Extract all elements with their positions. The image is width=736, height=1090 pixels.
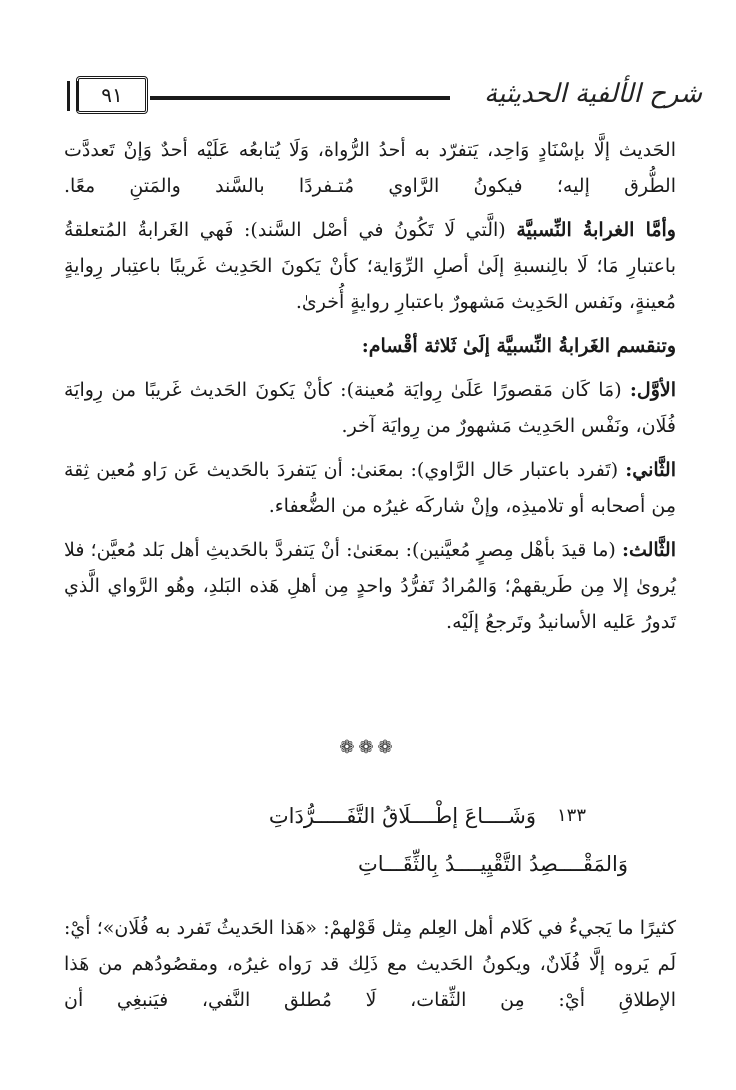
header-rule [150, 96, 450, 100]
paragraph-heading: وتنقسم الغَرابةُ النِّسبيَّة إلَىٰ ثَلاثة أقْسام: [361, 335, 676, 357]
paragraph-heading: الثَّاني: [625, 459, 676, 481]
commentary-text [64, 910, 676, 1026]
paragraph-heading: الثَّالث: [621, 539, 676, 561]
paragraph [64, 328, 676, 364]
paragraph-heading: وأمَّا الغرابةُ النِّسبيَّة [516, 219, 676, 241]
section-divider: ❁❁❁ [339, 737, 397, 758]
verse-number: ١٣٣ [556, 805, 586, 826]
paragraph: كثيرًا ما يَجيءُ في كَلام أهل العِلم مِثل قَوْلهمْ: «هَذا الحَديثُ تَفرد به فُلَان»؛ أيْ: لَم يَروه إلَّا فُلَانٌ، ويكونُ الحَديث مع ذَلِك قد رَواه غيرُه، ومقصُودُهم من هَذا الإطلاقِ أيْ: مِن الثِّقات، لَا مُطلق النَّفي، فيَنبغِي أن [64, 917, 676, 1011]
running-title: شرح الألفية الحديثية [484, 79, 702, 109]
paragraph: الثَّالث: (ما قيدَ بأهْل مِصرٍ مُعيَّنين): بمعَنىٰ: أنْ يَتفردَّ بالحَديثِ أهل بَلد مُعيَّن؛ فلا يُروىٰ إلا مِن طَريقهمْ؛ وَالمُرادُ تَفرُّدُ واحدٍ مِن أهلِ هَذه البَلدِ، وهُو الرَّواي الَّذي تَدورُ عَليه الأسانيدُ وتَرجعُ إلَيْه. [64, 539, 676, 633]
page-number: ٩١ [76, 76, 148, 114]
page-header [62, 72, 702, 124]
paragraph: الحَديث إلَّا بإسْنَادٍ وَاحِد، يَتفرّد به أحدُ الرُّواة، وَلَا يُتابعُه عَلَيْه أحدٌ وَإنْ تَعددَّت الطُّرق إليه؛ فيكونُ الرَّاوي مُتـفردًا بالسَّند والمَتنِ معًا. [64, 139, 676, 197]
paragraph: الثَّاني: (تَفرد باعتبار حَال الرَّاوي): بمعَنىٰ: أن يَتفردَ بالحَديث عَن رَاو مُعين ثِقة مِن أصحابه أو تلاميذِه، وإنْ شاركَه غيرُه من الضُّعفاء. [64, 459, 676, 517]
paragraph: وأمَّا الغرابةُ النِّسبيَّة (الَّتي لَا تَكُونُ في أصْل السَّند): فَهي الغَرابةُ المُتعلقةُ باعتبارِ مَا؛ لَا بالِنسبةِ إلَىٰ أصلِ الرِّوَاية؛ كأنْ يَكونَ الحَدِيث غَريبًا باعتِبار رِوايةٍ مُعينةٍ، ونَفس الحَدِيث مَشهورٌ باعتبارِ روايةٍ أُخرىٰ. [64, 219, 676, 313]
verse-first-hemistich: وَشَــــاعَ إطْــــلَاقُ التَّفَـــــرُّدَاتِ [268, 804, 536, 828]
verse-second-hemistich: وَالمَقْــــصِدُ التَّقْيِيــــدُ بِالثِّقَـــاتِ [357, 852, 628, 876]
paragraph-heading: الأوَّل: [629, 379, 676, 401]
main-text [64, 132, 676, 648]
paragraph: الأوَّل: (مَا كَان مَقصورًا عَلَىٰ رِوايَة مُعينة): كأنْ يَكونَ الحَديث غَريبًا من رِوايَة فُلَان، ونَفْس الحَدِيث مَشهورٌ من رِوايَة آخر. [64, 379, 676, 437]
